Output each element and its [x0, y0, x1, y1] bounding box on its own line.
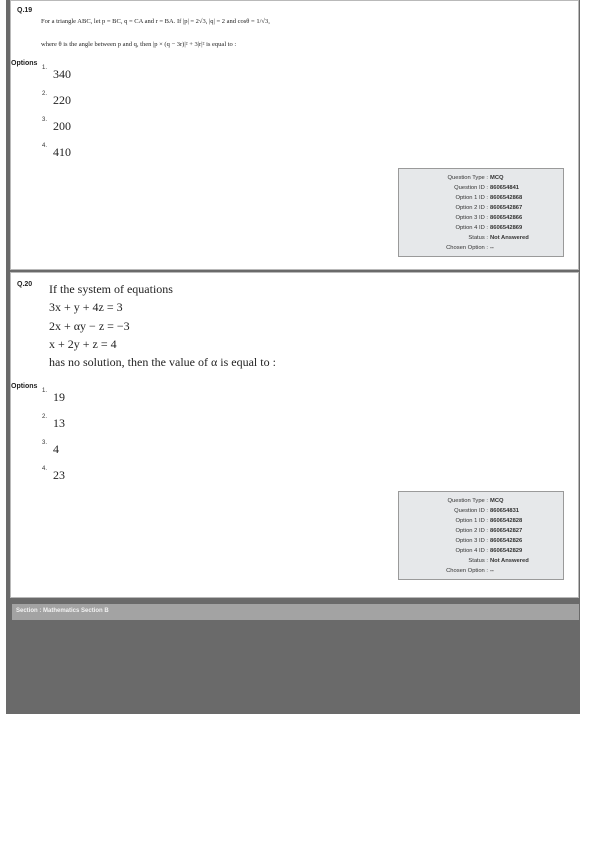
- option-number: 3.: [42, 440, 48, 446]
- options-label: Options: [11, 60, 38, 67]
- option-number: 4.: [42, 143, 48, 149]
- info-question-type: Question Type : MCQ: [447, 175, 504, 181]
- question-info-box: [398, 491, 564, 580]
- option-4[interactable]: [42, 143, 71, 161]
- equation-2: 2x + αy − z = −3: [49, 319, 130, 333]
- option-4[interactable]: [42, 466, 65, 484]
- info-option-2-id: Option 2 ID : 8606542827: [455, 528, 523, 534]
- equation-3: x + 2y + z = 4: [49, 337, 117, 351]
- option-2[interactable]: [42, 91, 71, 109]
- option-value: 340: [53, 67, 72, 81]
- info-status: Status : Not Answered: [468, 235, 529, 241]
- info-option-2-id: Option 2 ID : 8606542867: [455, 205, 523, 211]
- question-panel-19: [10, 0, 579, 270]
- option-3[interactable]: [42, 117, 71, 135]
- question-number: Q.20: [17, 281, 33, 288]
- option-value: 220: [53, 93, 72, 107]
- info-option-3-id: Option 3 ID : 8606542826: [455, 538, 523, 544]
- question-number: Q.19: [17, 7, 33, 14]
- info-chosen-option: Chosen Option : --: [446, 245, 494, 251]
- info-option-4-id: Option 4 ID : 8606542869: [455, 225, 523, 231]
- info-option-3-id: Option 3 ID : 8606542866: [455, 215, 523, 221]
- info-chosen-option: Chosen Option : --: [446, 568, 494, 574]
- option-1[interactable]: [42, 388, 65, 406]
- option-number: 1.: [42, 65, 48, 71]
- options-label: Options: [11, 383, 38, 390]
- option-value: 23: [53, 468, 66, 482]
- option-value: 200: [53, 119, 72, 133]
- info-option-4-id: Option 4 ID : 8606542829: [455, 548, 523, 554]
- info-option-1-id: Option 1 ID : 8606542868: [455, 195, 523, 201]
- info-question-id: Question ID : 860654831: [454, 508, 520, 514]
- question-panel-20: [10, 272, 579, 598]
- option-1[interactable]: [42, 65, 71, 83]
- option-number: 2.: [42, 91, 48, 97]
- option-value: 13: [53, 416, 66, 430]
- option-number: 4.: [42, 466, 48, 472]
- question-text-line-1: For a triangle ABC, let p = BC, q = CA and r = BA. If |p| = 2√3, |q| = 2 and cosθ = 1/√3,: [41, 18, 270, 25]
- option-number: 3.: [42, 117, 48, 123]
- question-text-line-1: If the system of equations: [49, 282, 173, 296]
- option-value: 19: [53, 390, 66, 404]
- option-number: 1.: [42, 388, 48, 394]
- option-value: 410: [53, 145, 72, 159]
- info-status: Status : Not Answered: [468, 558, 529, 564]
- section-label: Section : Mathematics Section B: [16, 608, 109, 614]
- info-question-type: Question Type : MCQ: [447, 498, 504, 504]
- option-3[interactable]: [42, 440, 59, 458]
- option-2[interactable]: [42, 414, 65, 432]
- question-text-line-5: has no solution, then the value of α is equal to :: [49, 355, 276, 369]
- option-number: 2.: [42, 414, 48, 420]
- section-header: [12, 604, 579, 620]
- info-option-1-id: Option 1 ID : 8606542828: [455, 518, 523, 524]
- option-value: 4: [53, 442, 60, 456]
- info-question-id: Question ID : 860654841: [454, 185, 520, 191]
- question-text-line-2: where θ is the angle between p and q, then |p × (q − 3r)|² + 3|r|² is equal to :: [41, 41, 237, 48]
- question-info-box: [398, 168, 564, 257]
- equation-1: 3x + y + 4z = 3: [49, 300, 123, 314]
